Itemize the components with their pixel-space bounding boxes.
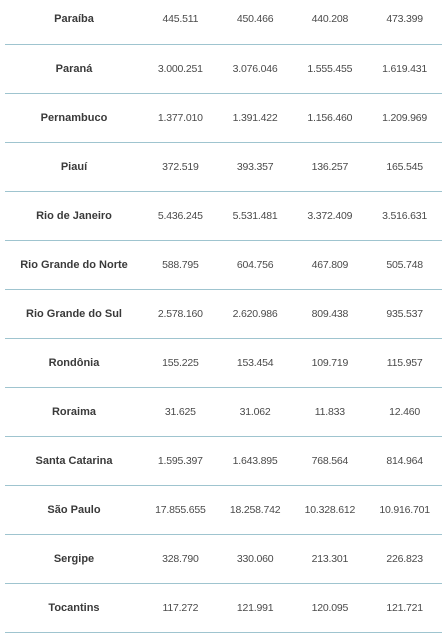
value-cell: 3.076.046 xyxy=(218,44,293,93)
table-row xyxy=(5,240,442,289)
table-row xyxy=(5,93,442,142)
state-name: Rondônia xyxy=(5,338,143,387)
state-name: Sergipe xyxy=(5,534,143,583)
value-cell: 3.372.409 xyxy=(293,191,368,240)
table-row xyxy=(5,44,442,93)
value-cell: 11.833 xyxy=(293,387,368,436)
value-cell: 2.620.986 xyxy=(218,289,293,338)
value-cell: 1.555.455 xyxy=(293,44,368,93)
value-cell: 3.516.631 xyxy=(367,191,442,240)
table-row xyxy=(5,485,442,534)
value-cell: 440.208 xyxy=(293,0,368,44)
value-cell: 372.519 xyxy=(143,142,218,191)
value-cell: 165.545 xyxy=(367,142,442,191)
value-cell: 588.795 xyxy=(143,240,218,289)
value-cell: 226.823 xyxy=(367,534,442,583)
value-cell: 450.466 xyxy=(218,0,293,44)
state-name: Santa Catarina xyxy=(5,436,143,485)
table-row xyxy=(5,436,442,485)
state-name: São Paulo xyxy=(5,485,143,534)
table-row xyxy=(5,338,442,387)
value-cell: 768.564 xyxy=(293,436,368,485)
value-cell: 136.257 xyxy=(293,142,368,191)
table-row xyxy=(5,583,442,632)
value-cell: 2.578.160 xyxy=(143,289,218,338)
value-cell: 5.436.245 xyxy=(143,191,218,240)
state-name: Rio Grande do Norte xyxy=(5,240,143,289)
value-cell: 809.438 xyxy=(293,289,368,338)
state-name: Tocantins xyxy=(5,583,143,632)
value-cell: 3.000.251 xyxy=(143,44,218,93)
table-bottom-divider xyxy=(5,632,442,633)
value-cell: 1.391.422 xyxy=(218,93,293,142)
value-cell: 1.619.431 xyxy=(367,44,442,93)
value-cell: 393.357 xyxy=(218,142,293,191)
value-cell: 1.643.895 xyxy=(218,436,293,485)
value-cell: 467.809 xyxy=(293,240,368,289)
value-cell: 121.721 xyxy=(367,583,442,632)
value-cell: 330.060 xyxy=(218,534,293,583)
table-row xyxy=(5,142,442,191)
value-cell: 445.511 xyxy=(143,0,218,44)
value-cell: 31.625 xyxy=(143,387,218,436)
value-cell: 10.328.612 xyxy=(293,485,368,534)
value-cell: 155.225 xyxy=(143,338,218,387)
value-cell: 120.095 xyxy=(293,583,368,632)
value-cell: 935.537 xyxy=(367,289,442,338)
table-row xyxy=(5,387,442,436)
state-name: Pernambuco xyxy=(5,93,143,142)
table-row xyxy=(5,289,442,338)
value-cell: 121.991 xyxy=(218,583,293,632)
state-name: Piauí xyxy=(5,142,143,191)
value-cell: 10.916.701 xyxy=(367,485,442,534)
state-name: Rio de Janeiro xyxy=(5,191,143,240)
table-row xyxy=(5,534,442,583)
value-cell: 604.756 xyxy=(218,240,293,289)
value-cell: 117.272 xyxy=(143,583,218,632)
value-cell: 328.790 xyxy=(143,534,218,583)
value-cell: 153.454 xyxy=(218,338,293,387)
value-cell: 1.209.969 xyxy=(367,93,442,142)
state-name: Roraima xyxy=(5,387,143,436)
value-cell: 814.964 xyxy=(367,436,442,485)
value-cell: 12.460 xyxy=(367,387,442,436)
state-data-table xyxy=(5,0,442,633)
value-cell: 115.957 xyxy=(367,338,442,387)
value-cell: 1.377.010 xyxy=(143,93,218,142)
value-cell: 109.719 xyxy=(293,338,368,387)
table-row xyxy=(5,0,442,44)
value-cell: 1.595.397 xyxy=(143,436,218,485)
state-name: Paraíba xyxy=(5,0,143,44)
value-cell: 5.531.481 xyxy=(218,191,293,240)
table-row xyxy=(5,191,442,240)
state-name: Paraná xyxy=(5,44,143,93)
value-cell: 31.062 xyxy=(218,387,293,436)
value-cell: 18.258.742 xyxy=(218,485,293,534)
value-cell: 1.156.460 xyxy=(293,93,368,142)
value-cell: 17.855.655 xyxy=(143,485,218,534)
state-name: Rio Grande do Sul xyxy=(5,289,143,338)
value-cell: 213.301 xyxy=(293,534,368,583)
value-cell: 505.748 xyxy=(367,240,442,289)
value-cell: 473.399 xyxy=(367,0,442,44)
